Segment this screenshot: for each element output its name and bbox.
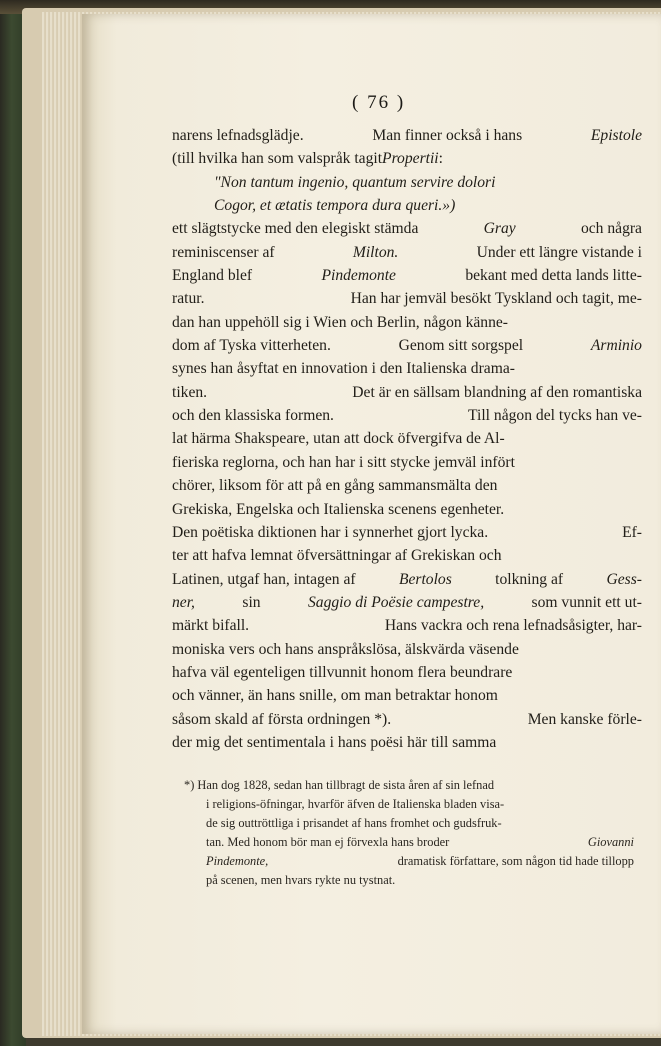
text-line-segment: Milton. xyxy=(352,243,399,261)
text-line-segment: lat härma Shakspeare, utan att dock öfvergifva de Al- xyxy=(172,430,505,448)
text-line-segment: bekant med detta lands litte- xyxy=(465,267,642,285)
text-line xyxy=(172,194,642,217)
text-line xyxy=(172,521,642,544)
text-line-segment: Han har jemväl besökt Tyskland och tagit, me- xyxy=(350,290,642,308)
footnote-line xyxy=(184,871,634,890)
text-line-segment: moniska vers och hans anspråkslösa, älskvärda väsende xyxy=(172,640,519,658)
text-line xyxy=(172,474,642,497)
text-line xyxy=(172,684,642,707)
text-line xyxy=(172,287,642,310)
footnote-line-segment: de sig outtröttliga i prisandet af hans fromhet och gudsfruk- xyxy=(206,816,502,830)
text-line xyxy=(172,638,642,661)
text-line-segment: som vunnit ett ut- xyxy=(531,593,642,611)
footnote-line-segment: *) Han dog 1828, sedan han tillbragt de sista åren af sin lefnad xyxy=(184,778,495,792)
text-line xyxy=(172,357,642,380)
text-line xyxy=(172,147,642,170)
text-line xyxy=(172,451,642,474)
text-line-segment: Epistole xyxy=(590,127,642,144)
text-line-segment: Cogor, et ætatis tempora dura queri.») xyxy=(214,197,456,215)
text-line-segment: och några xyxy=(580,220,642,238)
footnote-line xyxy=(184,795,634,814)
text-line-segment: der mig det sentimentala i hans poësi här till samma xyxy=(172,733,497,751)
text-line-segment: Gray xyxy=(483,220,516,238)
text-line-segment: chörer, liksom för att på en gång sammansmälta den xyxy=(172,477,498,495)
text-line-segment: narens lefnadsglädje. xyxy=(172,127,304,144)
text-line xyxy=(172,614,642,637)
text-line-segment: och den klassiska formen. xyxy=(172,407,334,425)
footnote-line-segment: på scenen, men hvars rykte nu tystnat. xyxy=(206,873,396,887)
text-line xyxy=(172,334,642,357)
text-line-segment: Arminio xyxy=(590,337,642,355)
text-line-segment: ett slägtstycke med den elegiskt stämda xyxy=(172,220,419,238)
text-line-segment: ner, xyxy=(172,593,195,611)
text-line xyxy=(172,498,642,521)
text-line-segment: Propertii xyxy=(382,150,439,168)
text-line-segment: Pindemonte xyxy=(321,267,396,285)
text-line xyxy=(172,661,642,684)
text-line-segment: dan han uppehöll sig i Wien och Berlin, någon känne- xyxy=(172,313,509,331)
text-line-segment: England blef xyxy=(172,267,253,285)
text-line-segment: Gess- xyxy=(606,570,642,588)
footnote-line-segment: i religions-öfningar, hvarför äfven de Italienska bladen visa- xyxy=(206,797,505,811)
text-line-segment: (till hvilka han som valspråk tagit xyxy=(172,150,383,168)
page-number: ( 76 ) xyxy=(352,92,406,113)
text-line xyxy=(172,404,642,427)
text-line-segment: märkt bifall. xyxy=(172,617,250,635)
text-line-segment: Den poëtiska diktionen har i synnerhet gjort lycka. xyxy=(172,523,489,541)
text-line-segment: ratur. xyxy=(172,290,205,308)
text-line-segment: tolkning af xyxy=(495,570,564,588)
text-line-segment: synes han åsyftat en innovation i den Italienska drama- xyxy=(172,360,515,378)
footnote-line xyxy=(184,833,634,852)
text-line-segment: ter att hafva lemnat öfversättningar af Grekiskan och xyxy=(172,547,502,565)
text-line xyxy=(172,731,642,754)
body-text xyxy=(172,124,642,754)
footnote-line xyxy=(184,814,634,833)
text-line-segment: "Non tantum ingenio, quantum servire dolori xyxy=(214,173,496,191)
text-line-segment: tiken. xyxy=(172,383,208,401)
text-line xyxy=(172,264,642,287)
text-line-segment: Men kanske förle- xyxy=(527,710,642,728)
footnote-line-segment: Giovanni xyxy=(587,835,634,849)
text-line-segment: Grekiska, Engelska och Italienska scenens egenheter. xyxy=(172,500,505,518)
text-line xyxy=(172,311,642,334)
footnote xyxy=(184,776,634,890)
text-line xyxy=(172,217,642,240)
text-line-segment: Saggio di Poësie campestre, xyxy=(307,593,485,611)
text-line-segment: Genom sitt sorgspel xyxy=(398,337,524,355)
text-line-segment: fieriska reglorna, och han har i sitt stycke jemväl infört xyxy=(172,453,515,471)
text-line-segment: hafva väl egenteligen tillvunnit honom flera beundrare xyxy=(172,663,513,681)
text-line-segment: reminiscenser af xyxy=(172,243,275,261)
text-line xyxy=(172,427,642,450)
text-line xyxy=(172,124,642,147)
text-line-segment: Hans vackra och rena lefnadsåsigter, har- xyxy=(384,617,642,635)
text-line-segment: och vänner, än hans snille, om man betraktar honom xyxy=(172,687,498,705)
footnote-line-segment: Pindemonte, xyxy=(206,854,269,868)
text-line xyxy=(172,568,642,591)
text-line xyxy=(172,708,642,731)
text-line-segment: såsom skald af första ordningen *). xyxy=(172,710,392,728)
text-line-segment: Under ett längre vistande i xyxy=(476,243,642,261)
footnote-line-segment: dramatisk författare, som någon tid hade tillopp xyxy=(397,854,634,868)
text-line-segment: dom af Tyska vitterheten. xyxy=(172,337,331,355)
text-line xyxy=(172,544,642,567)
text-line xyxy=(172,171,642,194)
text-line-segment: Ef- xyxy=(622,523,642,541)
text-line-segment: Man finner också i hans xyxy=(372,127,523,144)
text-line-segment: Det är en sällsam blandning af den romantiska xyxy=(352,383,642,401)
text-line-segment: Till någon del tycks han ve- xyxy=(468,407,642,425)
text-line-segment: : xyxy=(438,150,443,168)
text-line xyxy=(172,591,642,614)
text-line-segment: Latinen, utgaf han, intagen af xyxy=(172,570,356,588)
text-line xyxy=(172,241,642,264)
footnote-line xyxy=(184,852,634,871)
footnote-line-segment: tan. Med honom bör man ej förvexla hans broder xyxy=(206,835,450,849)
text-line-segment: sin xyxy=(242,593,261,611)
text-line-segment: Bertolos xyxy=(398,570,452,588)
footnote-line xyxy=(184,776,634,795)
text-line xyxy=(172,381,642,404)
